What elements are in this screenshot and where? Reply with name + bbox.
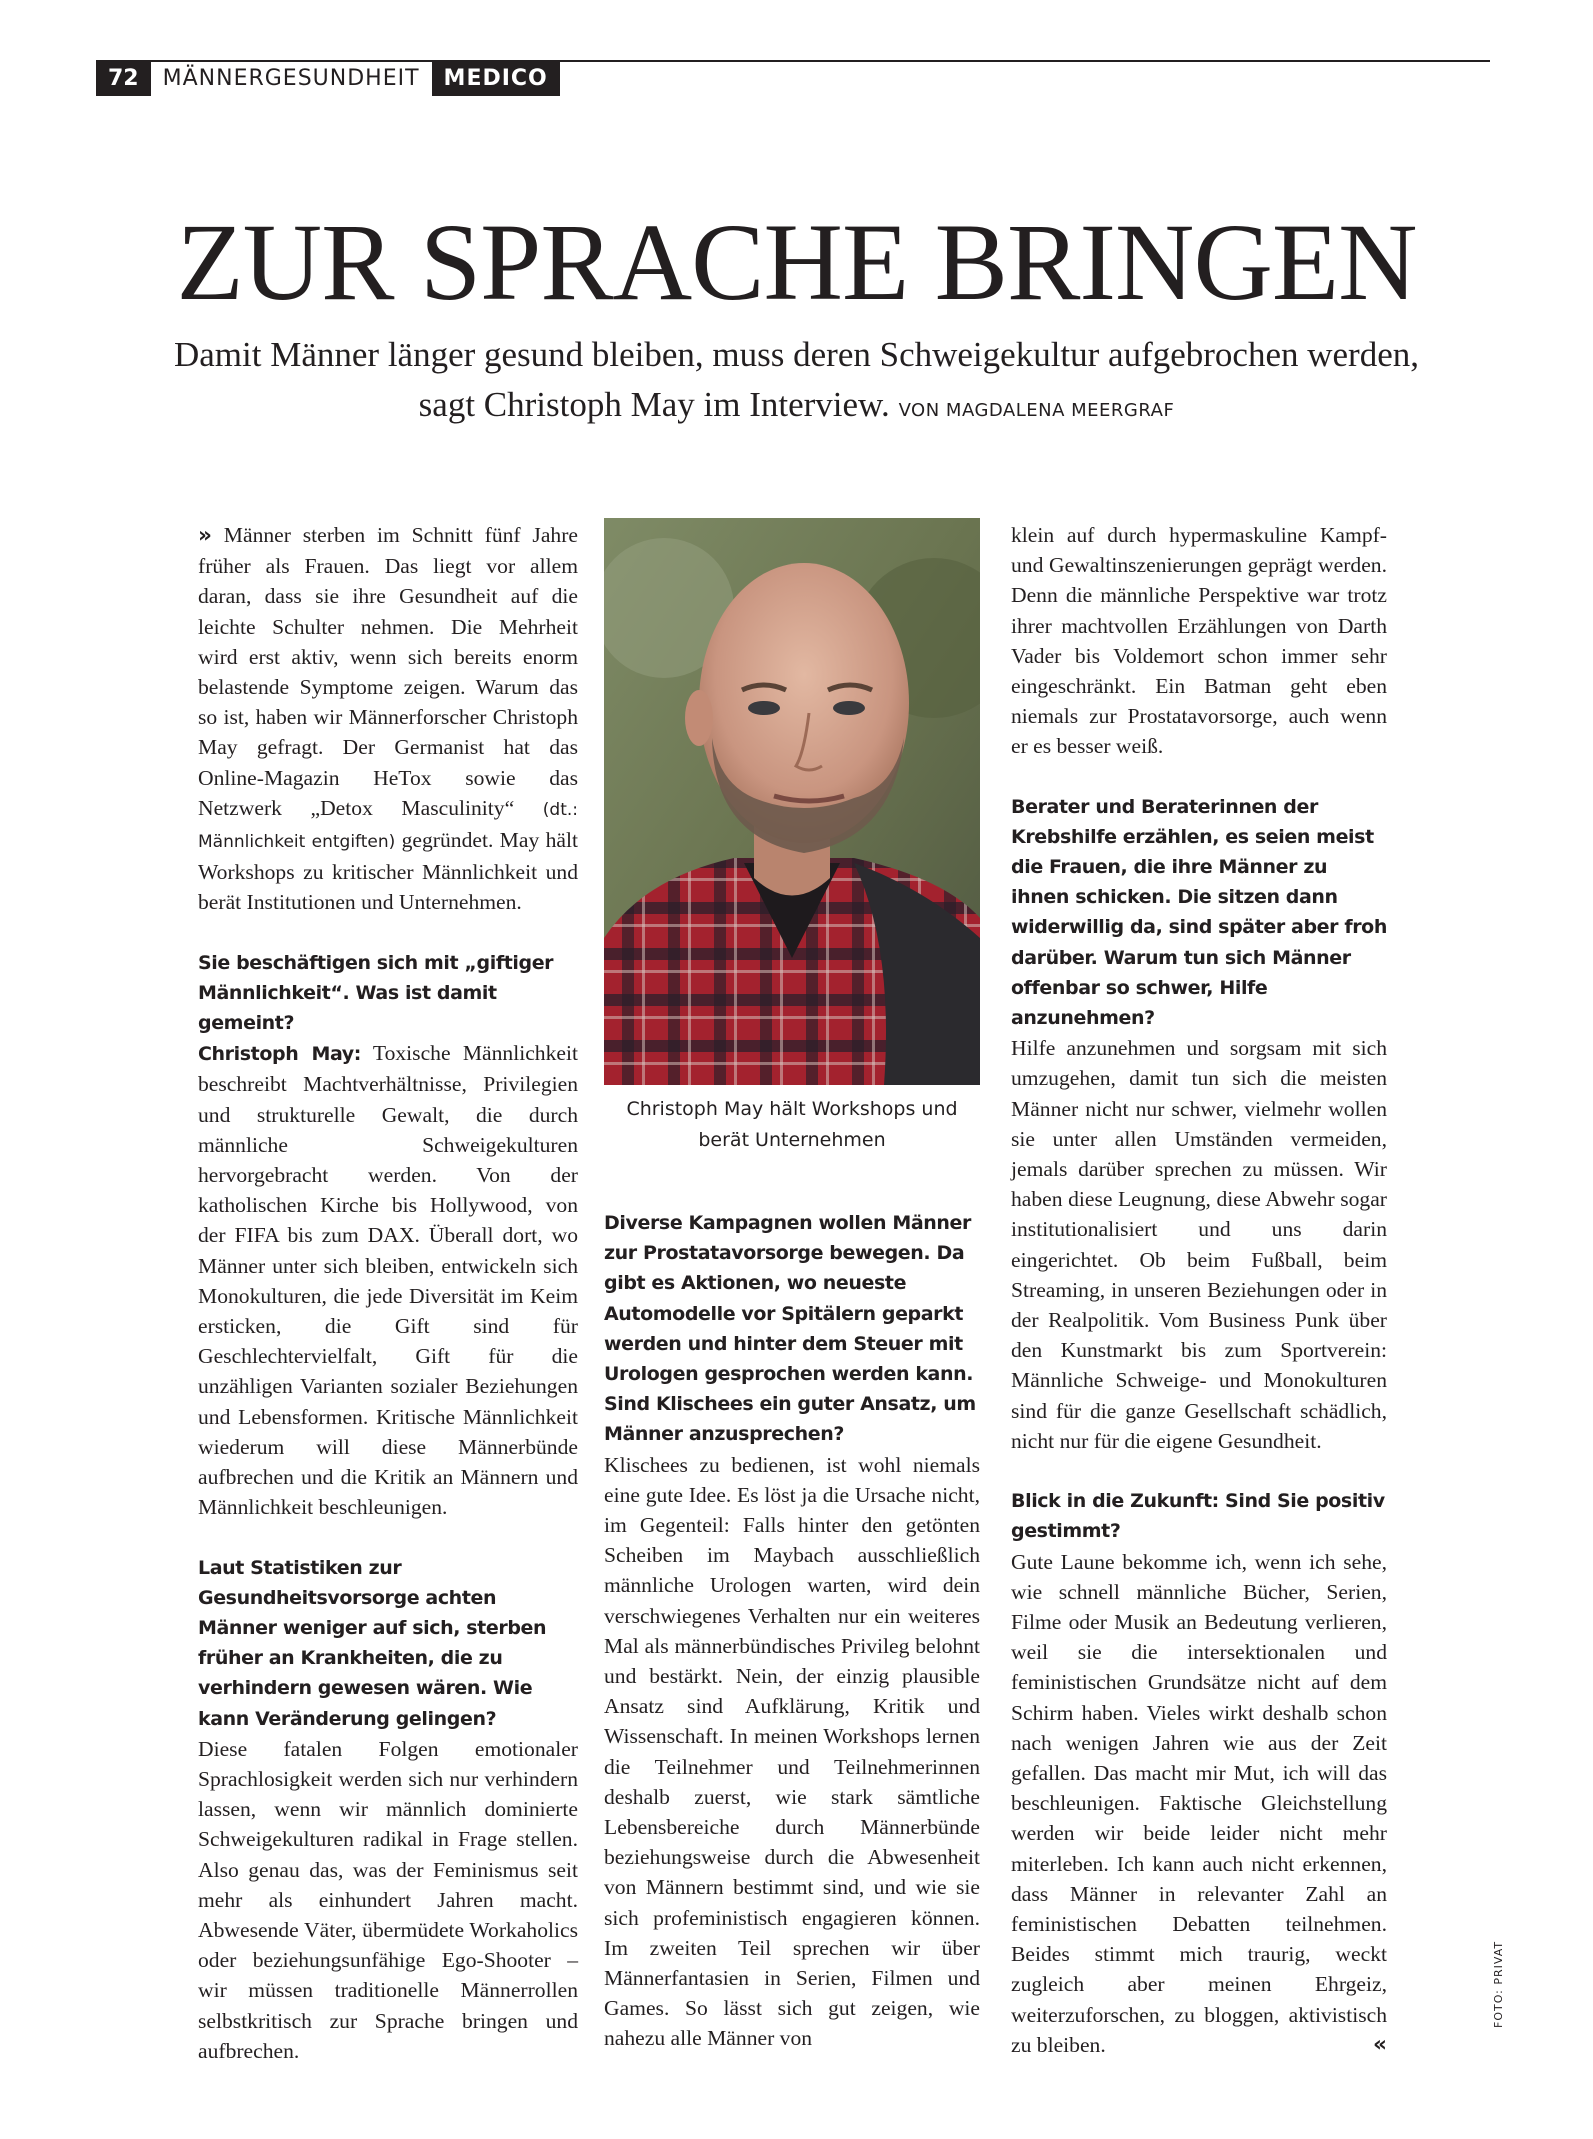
answer-2: Diese fatalen Folgen emotionaler Sprachlosigkeit werden sich nur verhindern lassen, wenn wir männlich dominierte Schweigekulturen radikal in Frage stellen. Also genau das, was der Feminismus seit mehr als einhundert Jahren macht. Abwesende Väter, übermüdete Workaholics oder beziehungsunfähige Ego-Shooter – wir müssen traditionelle Männerrollen selbstkritisch zur Sprache bringen und aufbrechen. xyxy=(198,1736,578,2063)
intro-text-a: Männer sterben im Schnitt fünf Jahre früher als Frauen. Das liegt vor allem daran, dass sie ihre Gesundheit auf die leichte Schulter nehmen. Die Mehrheit wird erst aktiv, wenn sich bereits enorm belastende Symptome zeigen. Warum das so ist, haben wir Männerforscher Christoph May gefragt. Der Germanist hat das Online-Magazin HeTox sowie das Netzwerk „Detox Masculinity“ xyxy=(198,523,578,820)
speaker-name: Christoph May: xyxy=(198,1043,361,1066)
portrait-illustration xyxy=(604,518,980,1085)
answer-4: Hilfe anzunehmen und sorgsam mit sich umzugehen, damit tun sich die meisten Männer nicht nur schwer, vielmehr wollen sie unter allen Umständen vermeiden, jemals darüber sprechen zu müssen. Wir haben diese Leugnung, diese Abwehr sogar institutionalisiert und uns darin eingerichtet. Ob beim Fußball, beim Streaming, in unseren Beziehungen oder in der Realpolitik. Vom Business Punk über den Kunstmarkt bis zum Sportverein: Männliche Schweige- und Monokulturen sind für die ganze Gesellschaft schädlich, nicht nur für die eigene Gesundheit. xyxy=(1011,1036,1387,1453)
headline: ZUR SPRACHE BRINGEN xyxy=(176,201,1417,323)
question-3: Diverse Kampagnen wollen Männer zur Prostatavorsorge bewegen. Da gibt es Aktionen, wo neueste Automodelle vor Spitälern geparkt werden und hinter dem Steuer mit Urologen gesprochen werden kann. Sind Klischees ein guter Ansatz, um Männer anzusprechen? xyxy=(604,1212,976,1446)
page-number: 72 xyxy=(96,60,151,96)
standfirst-text: Damit Männer länger gesund bleiben, muss deren Schweigekultur aufgebrochen werden, sagt Christoph May im Interview. xyxy=(173,335,1419,424)
question-2: Laut Statistiken zur Gesundheitsvorsorge achten Männer weniger auf sich, sterben früher an Krankheiten, die zu verhindern gewesen wären. Wie kann Veränderung gelingen? xyxy=(198,1556,547,1730)
intro-note: (dt.: Männlichkeit entgiften) xyxy=(198,799,578,853)
magazine-label: MEDICO xyxy=(432,60,560,96)
answer-1 xyxy=(198,1038,578,1522)
question-5: Blick in die Zukunft: Sind Sie positiv gestimmt? xyxy=(1011,1490,1385,1543)
standfirst xyxy=(150,330,1443,436)
byline: VON MAGDALENA MEERGRAF xyxy=(898,400,1175,421)
answer-1-text: Toxische Männlichkeit beschreibt Machtverhältnisse, Privilegien und strukturelle Gewalt, die durch männliche Schweigekulturen hervorgebracht werden. Von der katholischen Kirche bis Hollywood, von der FIFA bis zum DAX. Überall dort, wo Männer unter sich bleiben, entwickeln sich Monokulturen, die jede Diversität im Keim ersticken, die Gift sind für Geschlechtervielfalt, Gift für die unzähligen Varianten sozialer Beziehungen und Lebensformen. Kritische Männlichkeit wiederum will diese Männerbünde aufbrechen und die Kritik an Männern und Männlichkeit beschleunigen. xyxy=(198,1041,578,1520)
answer-3-continued: klein auf durch hypermaskuline Kampf- und Gewaltinszenierungen geprägt werden. Denn die männliche Perspektive war trotz ihrer machtvollen Erzählungen von Darth Vader bis Voldemort schon immer sehr eingeschränkt. Ein Batman geht eben niemals zur Prostatavorsorge, auch wenn er es besser weiß. xyxy=(1011,523,1387,759)
question-1: Sie beschäftigen sich mit „giftiger Männlichkeit“. Was ist damit gemeint? xyxy=(198,951,554,1035)
intro-text-b: gegründet. May hält Workshops zu kritischer Männlichkeit und berät Institutionen und Unternehmen. xyxy=(198,828,578,915)
photo-caption: Christoph May hält Workshops und berät Unternehmen xyxy=(626,1098,958,1151)
photo-credit: FOTO: PRIVAT xyxy=(1492,1940,1505,2028)
section-label: MÄNNERGESUNDHEIT xyxy=(162,65,420,91)
intro-paragraph xyxy=(198,520,578,918)
column-1 xyxy=(198,520,578,2066)
column-2 xyxy=(604,1208,980,2054)
answer-3: Klischees zu bedienen, ist wohl niemals eine gute Idee. Es löst ja die Ursache nicht, im Gegenteil: Falls hinter den getönten Scheiben im Maybach ausschließlich männliche Urologen warten, wird dein verschwiegenes Verhalten nur ein weiteres Mal als männerbündisches Privileg belohnt und bestärkt. Nein, der einzig plausible Ansatz sind Aufklärung, Kritik und Wissenschaft. In meinen Workshops lernen die Teilnehmer und Teilnehmerinnen deshalb zuerst, wie stark sämtliche Lebensbereiche durch Männerbünde beziehungsweise durch die Abwesenheit von Männern bestimmt sind, und wie sie sich profeministisch engagieren können. Im zweiten Teil sprechen wir über Männerfantasien in Serien, Filmen und Games. So lässt sich gut zeigen, wie nahezu alle Männer von xyxy=(604,1452,980,2051)
portrait-photo xyxy=(604,518,980,1085)
answer-5 xyxy=(1011,1547,1387,2060)
column-3 xyxy=(1011,520,1387,2060)
question-4: Berater und Beraterinnen der Krebshilfe erzählen, es seien meist die Frauen, die ihre Männer zu ihnen schicken. Die sitzen dann widerwillig da, sind später aber froh darüber. Warum tun sich Männer offenbar so schwer, Hilfe anzunehmen? xyxy=(1011,795,1387,1030)
end-mark: « xyxy=(1373,2031,1387,2057)
running-header xyxy=(96,60,560,96)
intro-mark: » xyxy=(198,523,212,548)
answer-5-text: Gute Laune bekomme ich, wenn ich sehe, wie schnell männliche Bücher, Serien, Filme oder Musik an Bedeutung verlieren, weil sie die intersektionalen und feministischen Grundsätze nicht auf dem Schirm haben. Vieles wirkt deshalb schon nach wenigen Jahren wie aus der Zeit gefallen. Das macht mir Mut, ich will das beschleunigen. Faktische Gleichstellung werden wir beide leider nicht mehr miterleben. Ich kann auch nicht erkennen, dass Männer in relevanter Zahl an feministischen Debatten teilnehmen. Beides stimmt mich traurig, weckt zugleich aber meinen Ehrgeiz, weiterzuforschen, zu bloggen, aktivistisch zu bleiben. xyxy=(1011,1549,1387,2057)
